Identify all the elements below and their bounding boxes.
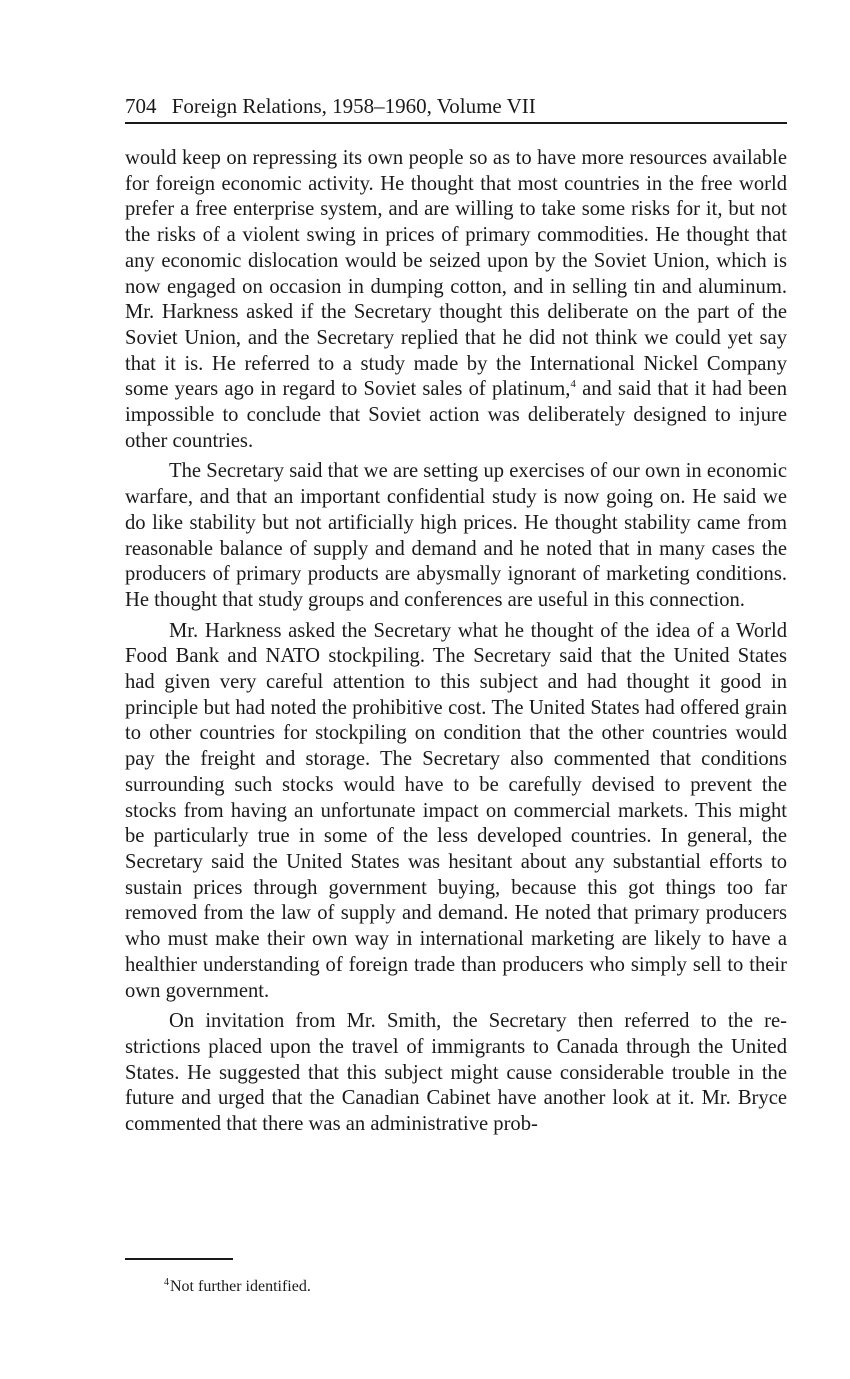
paragraph-4: On invitation from Mr. Smith, the Secretary then referred to the restrictions placed upon the travel of immigrants to Canada through the United States. He suggested that this subject might cause considerable trouble in the future and urged that the Canadian Cabinet have another look at it. Mr. Bryce commented that there was an administrative prob- — [125, 1010, 787, 1136]
volume-title: Foreign Relations, 1958–1960, Volume VII — [171, 94, 536, 118]
paragraph-1-text-after: and said that it had been impossible to conclude that Soviet action was deliberately designed to injure other countries. — [125, 378, 787, 452]
footnote-divider — [125, 1258, 233, 1260]
paragraph-1-text-before: would keep on repressing its own people so as to have more resources available for foreign economic activity. He thought that most countries in the free world prefer a free enterprise system, and are willing to take some risks for it, but not the risks of a violent swing in prices of primary commodities. He thought that any economic dislocation would be seized upon by the Soviet Union, which is now engaged on occasion in dumping cotton, and in selling tin and aluminum. Mr. Harkness asked if the Secretary thought this deliberate on the part of the Soviet Union, and the Secretary replied that he did not think we could yet say that it is. He referred to a study made by the International Nickel Company some years ago in regard to Soviet sales of platinum, — [125, 147, 787, 401]
paragraph-3: Mr. Harkness asked the Secretary what he thought of the idea of a World Food Bank and NATO stockpiling. The Secretary said that the United States had given very careful attention to this subject and had thought it good in principle but had noted the prohibitive cost. The United States had offered grain to other countries for stockpiling on condition that the other countries would pay the freight and storage. The Secretary also commented that conditions surrounding such stocks would have to be carefully devised to prevent the stocks from having an unfortunate impact on commercial markets. This might be particularly true in some of the less developed countries. In general, the Secretary said the United States was hesitant about any substantial efforts to sustain prices through government buying, because this got things too far removed from the law of supply and demand. He noted that primary producers who must make their own way in international marketing are likely to have a healthier understanding of foreign trade than producers who simply sell to their own government. — [125, 619, 787, 1002]
paragraph-1 — [125, 146, 787, 454]
footnote-text: Not further identified. — [170, 1278, 311, 1295]
running-header — [125, 92, 787, 124]
paragraph-2: The Secretary said that we are setting up exercises of our own in economic warfare, and that an important confidential study is now going on. He said we do like stability but not artificially high prices. He thought stability came from reasonable balance of supply and demand and he noted that in many cases the producers of primary products are abysmally ignorant of marketing conditions. He thought that study groups and conferences are useful in this connection. — [125, 460, 787, 611]
footnote-reference[interactable]: 4 — [570, 378, 576, 391]
body-text — [125, 146, 787, 1138]
footnote-number: 4 — [164, 1277, 169, 1288]
footnote — [164, 1276, 311, 1298]
page-number: 704 — [125, 94, 157, 118]
